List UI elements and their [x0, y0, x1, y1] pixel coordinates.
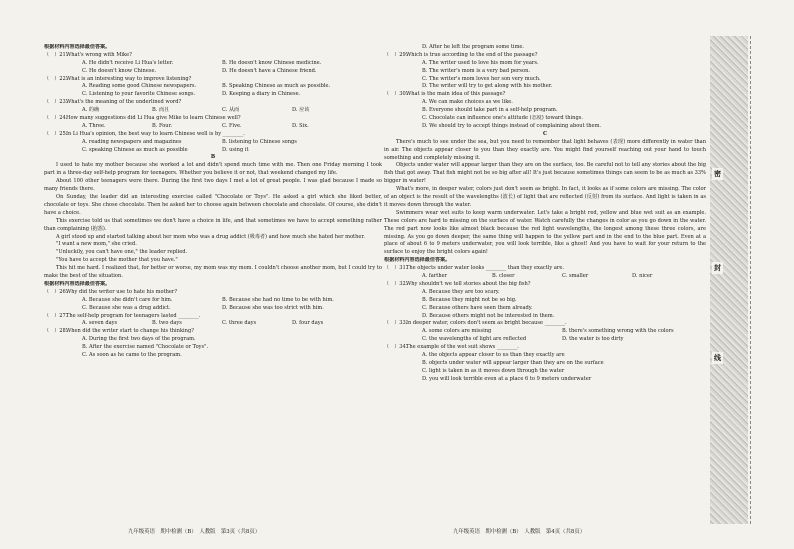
passage-paragraph: Objects under water will appear larger than they are on the surface, too. Be careful not to tell any stories about the big fish that got away. That fish might not be so big after all! It's just because sometimes things can seem to be as much as 33% bigger in water! — [384, 162, 706, 185]
section-letter: C — [542, 130, 548, 137]
question-number: （ ）30. — [384, 91, 408, 98]
seal-word-xian: 线 — [714, 353, 721, 362]
answer-option: B. there's something wrong with the colors — [562, 328, 674, 335]
question-text: The self-help program for teenagers lasted ________. — [66, 312, 201, 319]
question-stem — [384, 281, 706, 289]
answer-option: A. 的确 — [82, 107, 100, 114]
answer-options-row — [44, 83, 382, 91]
answer-option: B. 而且 — [152, 107, 170, 114]
answer-option: B. closer — [492, 273, 515, 280]
question-text: Which is true according to the end of the passage? — [406, 51, 538, 58]
passage-paragraph: "I want a new mom," she cried. — [56, 241, 137, 248]
question-number: （ ）23. — [44, 99, 68, 106]
answer-option: C. speaking Chinese as much as possible — [82, 146, 188, 153]
answer-option: C. As soon as he came to the program. — [82, 351, 182, 358]
answer-option: B. two days — [152, 320, 182, 327]
answer-options-row — [44, 147, 382, 155]
passage-paragraph: What's more, in deeper water, colors just don't seem as bright. In fact, it looks as if some colors are missing. The color of an object is the result of the wavelengths (波长) of light that are reflected (反射) from its surface. And light is taken in as it moves down through the water. — [384, 186, 706, 208]
answer-option: D. Keeping a diary in Chinese. — [222, 91, 301, 98]
answer-options-row — [44, 320, 382, 328]
section-instruction: 根据材料内容选择最佳答案。 — [44, 44, 111, 50]
passage-paragraph: A girl stood up and started talking about her mom who was a drug addict (吸毒者) and how much she hated her mother. — [56, 233, 365, 240]
answer-option: C. the wavelengths of light are reflected — [422, 336, 527, 343]
question-number: （ ）22. — [44, 75, 68, 82]
question-number: （ ）24. — [44, 115, 68, 122]
answer-option: D. nicer — [632, 273, 653, 280]
answer-options-row — [44, 305, 382, 313]
section-instruction: 根据材料内容选择最佳答案。 — [44, 280, 111, 287]
question-stem — [384, 344, 706, 352]
question-stem — [384, 52, 706, 60]
question-text: When did the writer start to change his thinking? — [66, 328, 194, 335]
answer-option: B. After the exercise named "Chocolate or Toys". — [82, 344, 209, 351]
answer-option: B. listening to Chinese songs — [222, 138, 297, 145]
question-stem — [44, 313, 382, 321]
answer-option: B. Because she had no time to be with him. — [222, 296, 334, 303]
answer-option: D. using it — [222, 146, 249, 153]
answer-option: B. He doesn't know Chinese medicine. — [222, 59, 322, 66]
passage-paragraph: Swimmers wear wet suits to keep warm underwater. Let's take a bright red, yellow and blue wet suit as an example. These colors are hard to missing on the surface of water. Watch carefully the changes in color as you go down in the water. The red part now looks like almost black because the red light wavelengths, the longest among these three colors, are missing. As you go down deeper, the same thing will happen to the yellow part and in the end to the blue part. Even at a place of about 6 to 9 meters underwater, you will look terrible, like a ghost! And you have to wait for your return to the surface to enjoy the bright colors again! — [384, 209, 706, 256]
question-text: What is the main idea of this passage? — [406, 91, 506, 98]
passage-paragraph: This exercise told us that sometimes we don't have a choice in life, and that sometimes we have to accept something rather than complaining (抱怨). — [44, 217, 382, 232]
question-text: The objects under water looks ________ than they exactly are. — [406, 265, 565, 272]
answer-option: D. the water is too dirty — [562, 336, 624, 343]
answer-option: A. seven days — [82, 320, 118, 327]
question-stem — [384, 320, 706, 328]
right-page — [384, 0, 706, 384]
question-stem — [44, 115, 382, 123]
answer-option: D. Because she was too strict with him. — [222, 304, 324, 311]
answer-options-row — [384, 328, 706, 336]
question-number: （ ）25. — [44, 130, 68, 137]
answer-option: D. The writer will try to get along with his mother. — [422, 83, 553, 90]
answer-option: D. We should try to accept things instead of complaining about them. — [422, 122, 602, 129]
passage-paragraph: I used to hate my mother because she worked a lot and didn't spend much time with me. Then one Friday morning I took part in a three-day self-help program for teenagers. Whether you believe it or not, that weekend changed my life. — [44, 162, 382, 177]
answer-options-row — [44, 68, 382, 76]
seal-word-mi: 密 — [714, 169, 721, 178]
answer-option: A. During the first two days of the program. — [82, 336, 196, 343]
answer-option: B. The writer's mom is a very bad person. — [422, 67, 531, 74]
answer-option: C. Because she was a drug addict. — [82, 304, 171, 311]
question-stem — [44, 76, 382, 84]
answer-option: C. Chocolate can influence one's attitude (态度) toward things. — [422, 115, 583, 122]
answer-option: D. After he left the program some time. — [422, 44, 525, 50]
question-stem — [384, 91, 706, 99]
answer-options-row — [44, 91, 382, 99]
answer-option: A. Three. — [82, 122, 106, 129]
passage-paragraph: "You have to accept the mother that you have." — [56, 257, 178, 264]
passage-paragraph: There's much to see under the sea, but you need to remember that light behaves (表现) more differently in water than in air. The objects appear closer to you than they exactly are. You might find yourself reaching out your hand to touch something and completely missing it. — [384, 138, 706, 161]
question-stem — [44, 52, 382, 60]
question-text: Why did the writer use to hate his mother? — [66, 288, 178, 295]
answer-option: B. Speaking Chinese as much as possible. — [222, 83, 331, 90]
question-text: Why shouldn't we tell stories about the big fish? — [406, 280, 531, 287]
page-footer-left: 九年级英语 期中检测（B） 人教版 第3页（共8页） — [128, 529, 261, 535]
answer-options-row — [44, 297, 382, 305]
question-number: （ ）33. — [384, 320, 408, 327]
seal-strip — [710, 36, 748, 524]
answer-option: A. some colors are missing — [422, 328, 492, 335]
answer-option: A. reading newspapers and magazines — [82, 138, 182, 145]
question-stem — [44, 289, 382, 297]
answer-option: B. objects under water will appear larger than they are on the surface — [422, 359, 604, 366]
answer-option: C. 从而 — [222, 107, 240, 114]
seal-word-feng: 封 — [714, 263, 721, 272]
passage-paragraph: This hit me hard. I realized that, for better or worse, my mom was my mom. I couldn't choose another mom, but I could try to make the best of the situation. — [44, 265, 382, 280]
question-stem — [44, 328, 382, 336]
question-number: （ ）27. — [44, 312, 68, 319]
answer-option: B. Four. — [152, 122, 173, 129]
answer-option: D. 应该 — [292, 107, 310, 114]
answer-options-row — [44, 123, 382, 131]
question-number: （ ）26. — [44, 288, 68, 295]
question-text: What's wrong with Mike? — [66, 51, 132, 58]
answer-option: D. you will look terrible even at a place 6 to 9 meters underwater — [422, 375, 592, 382]
answer-option: C. He doesn't know Chinese. — [82, 67, 157, 74]
answer-option: B. Because they might not be so big. — [422, 296, 517, 303]
answer-options-row — [384, 273, 706, 281]
section-instruction: 根据材料内容选择最佳答案。 — [384, 257, 451, 264]
answer-option: A. farther — [422, 273, 448, 280]
question-number: （ ）31. — [384, 265, 408, 272]
answer-option: A. He didn't receive Li Hua's letter. — [82, 59, 174, 66]
question-stem — [44, 99, 382, 107]
passage-paragraph: "Unluckily, you can't have one," the leader replied. — [56, 249, 188, 256]
question-text: In deeper water, colors don't seem as bright because ________. — [406, 320, 567, 327]
answer-option: A. Because she didn't care for him. — [82, 296, 173, 303]
answer-options-row — [44, 60, 382, 68]
answer-option: A. We can make choices as we like. — [422, 99, 513, 106]
question-text: How many suggestions did Li Hua give Mike to learn Chinese well? — [66, 115, 241, 122]
question-number: （ ）34. — [384, 344, 408, 351]
answer-option: D. He doesn't have a Chinese friend. — [222, 67, 317, 74]
answer-option: C. Listening to your favorite Chinese songs. — [82, 91, 196, 98]
seal-dashed-line — [750, 36, 751, 524]
answer-options-row — [44, 107, 382, 115]
section-letter: B — [210, 154, 216, 161]
question-text: What is an interesting way to improve listening? — [66, 75, 192, 82]
answer-option: A. Reading some good Chinese newspapers. — [82, 83, 197, 90]
question-number: （ ）32. — [384, 280, 408, 287]
answer-options-row — [44, 139, 382, 147]
passage-paragraph: About 100 other teenagers were there. During the first two days I met a lot of great people. I was glad because I made so many friends there. — [44, 178, 382, 193]
question-number: （ ）29. — [384, 51, 408, 58]
answer-option: D. four days — [292, 320, 324, 327]
answer-option: D. Because others might not be interested in them. — [422, 312, 555, 319]
question-text: What's the meaning of the underlined word? — [66, 99, 182, 106]
answer-option: A. Because they are too scary. — [422, 288, 500, 295]
question-number: （ ）28. — [44, 328, 68, 335]
answer-option: A. The writer used to love his mom for years. — [422, 59, 539, 66]
answer-option: C. Five. — [222, 122, 242, 129]
question-number: （ ）21. — [44, 51, 68, 58]
answer-option: A. the objects appear closer to us than they exactly are — [422, 351, 565, 358]
page-footer-right: 九年级英语 期中检测（B） 人教版 第4页（共8页） — [453, 529, 586, 535]
answer-option: C. three days — [222, 320, 257, 327]
answer-option: C. light is taken in as it moves down through the water — [422, 367, 565, 374]
question-text: In Li Hua's opinion, the best way to learn Chinese well is by ________. — [66, 130, 245, 137]
answer-option: C. The writer's mom loves her son very much. — [422, 75, 541, 82]
answer-options-row — [384, 336, 706, 344]
question-text: The example of the wet suit shows ________. — [406, 344, 519, 351]
answer-option: B. Everyone should take part in a self-help program. — [422, 107, 558, 114]
answer-option: C. Because others have seen them already. — [422, 304, 533, 311]
question-stem — [384, 265, 706, 273]
answer-option: D. Six. — [292, 122, 309, 129]
answer-option: C. smaller — [562, 273, 589, 280]
passage-paragraph: On Sunday, the leader did an interesting exercise called "Chocolate or Toys". He asked a girl which she liked better, chocolate or toys. She chose chocolate. Then he asked her to choose again between chocolate and chocolate. Of course, she didn't have a choice. — [44, 193, 382, 216]
left-page — [44, 0, 382, 360]
question-stem — [44, 131, 382, 139]
